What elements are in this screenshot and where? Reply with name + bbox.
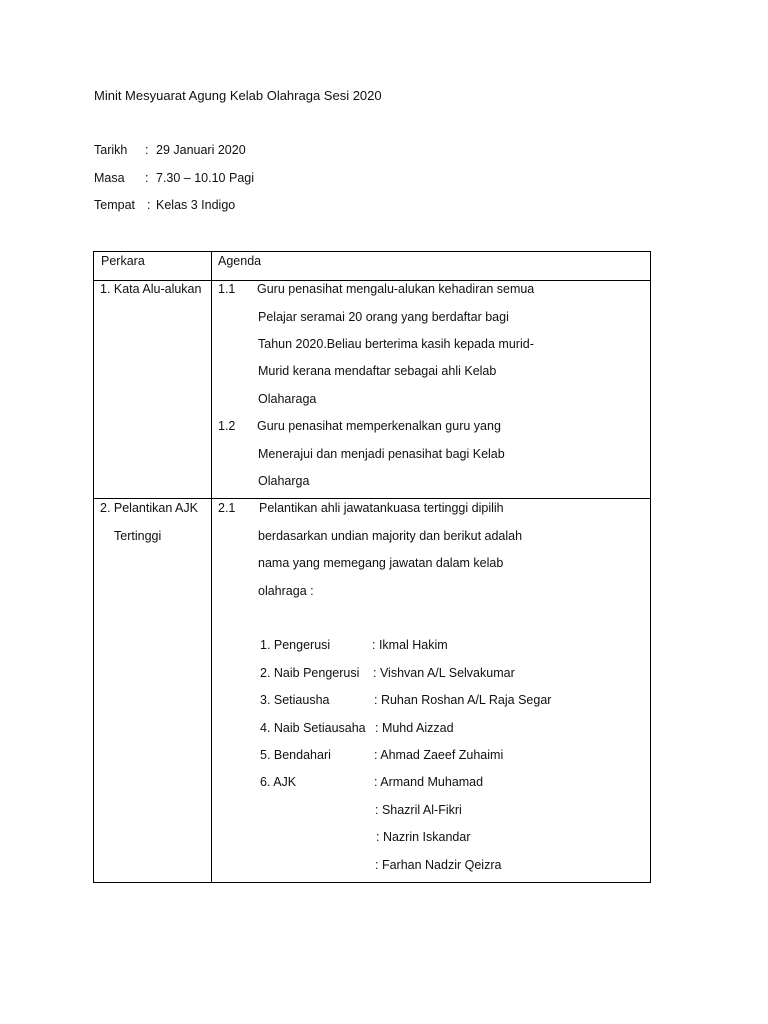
ajk-name: : Armand Muhamad bbox=[374, 775, 484, 789]
header-agenda: Agenda bbox=[218, 254, 262, 268]
ajk-name: : Ruhan Roshan A/L Raja Segar bbox=[374, 693, 552, 707]
info-row-tempat bbox=[94, 198, 494, 218]
info-value: 29 Januari 2020 bbox=[156, 143, 246, 157]
ajk-role: 5. Bendahari bbox=[260, 748, 331, 762]
agenda-line: Olaharga bbox=[258, 474, 310, 488]
item-number: 2.1 bbox=[218, 501, 236, 515]
info-label: Masa bbox=[94, 171, 125, 185]
info-row-masa bbox=[94, 171, 494, 191]
ajk-role: 3. Setiausha bbox=[260, 693, 330, 707]
perkara-kata-alu-alukan: 1. Kata Alu-alukan bbox=[100, 282, 202, 296]
ajk-role: 6. AJK bbox=[260, 775, 297, 789]
ajk-name: : Farhan Nadzir Qeizra bbox=[375, 858, 502, 872]
agenda-line: Tahun 2020.Beliau berterima kasih kepada murid- bbox=[258, 337, 534, 351]
ajk-name: : Nazrin Iskandar bbox=[376, 830, 471, 844]
ajk-role: 2. Naib Pengerusi bbox=[260, 666, 360, 680]
agenda-line: berdasarkan undian majority dan berikut adalah bbox=[258, 529, 523, 543]
ajk-role: 1. Pengerusi bbox=[260, 638, 331, 652]
agenda-line: Pelajar seramai 20 orang yang berdaftar bagi bbox=[258, 310, 509, 324]
perkara-pelantikan-ajk: 2. Pelantikan AJK bbox=[100, 501, 198, 515]
info-row-tarikh bbox=[94, 143, 494, 163]
agenda-line: Murid kerana mendaftar sebagai ahli Kelab bbox=[258, 364, 497, 378]
info-value: Kelas 3 Indigo bbox=[156, 198, 236, 212]
agenda-line: Pelantikan ahli jawatankuasa tertinggi dipilih bbox=[259, 501, 504, 515]
perkara-pelantikan-ajk-cont: Tertinggi bbox=[114, 529, 162, 543]
item-number: 1.1 bbox=[218, 282, 236, 296]
document-title: Minit Mesyuarat Agung Kelab Olahraga Sesi 2020 bbox=[94, 88, 382, 103]
header-perkara: Perkara bbox=[101, 254, 145, 268]
agenda-line: Menerajui dan menjadi penasihat bagi Kelab bbox=[258, 447, 505, 461]
info-colon: : bbox=[145, 143, 149, 157]
agenda-line: Guru penasihat memperkenalkan guru yang bbox=[257, 419, 501, 433]
ajk-name: : Muhd Aizzad bbox=[375, 721, 454, 735]
ajk-name: : Ahmad Zaeef Zuhaimi bbox=[374, 748, 504, 762]
ajk-name: : Vishvan A/L Selvakumar bbox=[373, 666, 515, 680]
info-value: 7.30 – 10.10 Pagi bbox=[156, 171, 254, 185]
agenda-line: olahraga : bbox=[258, 584, 314, 598]
ajk-name: : Shazril Al-Fikri bbox=[375, 803, 462, 817]
minutes-table bbox=[93, 251, 651, 883]
item-number: 1.2 bbox=[218, 419, 236, 433]
agenda-line: Olaharaga bbox=[258, 392, 317, 406]
agenda-line: Guru penasihat mengalu-alukan kehadiran semua bbox=[257, 282, 535, 296]
agenda-line: nama yang memegang jawatan dalam kelab bbox=[258, 556, 504, 570]
ajk-role: 4. Naib Setiausaha bbox=[260, 721, 366, 735]
ajk-name: : Ikmal Hakim bbox=[372, 638, 448, 652]
info-label: Tarikh bbox=[94, 143, 128, 157]
table-rule bbox=[94, 280, 650, 281]
info-label: Tempat bbox=[94, 198, 135, 212]
info-colon: : bbox=[147, 198, 151, 212]
table-column-divider bbox=[211, 252, 212, 882]
info-colon: : bbox=[145, 171, 149, 185]
table-rule bbox=[94, 498, 650, 499]
